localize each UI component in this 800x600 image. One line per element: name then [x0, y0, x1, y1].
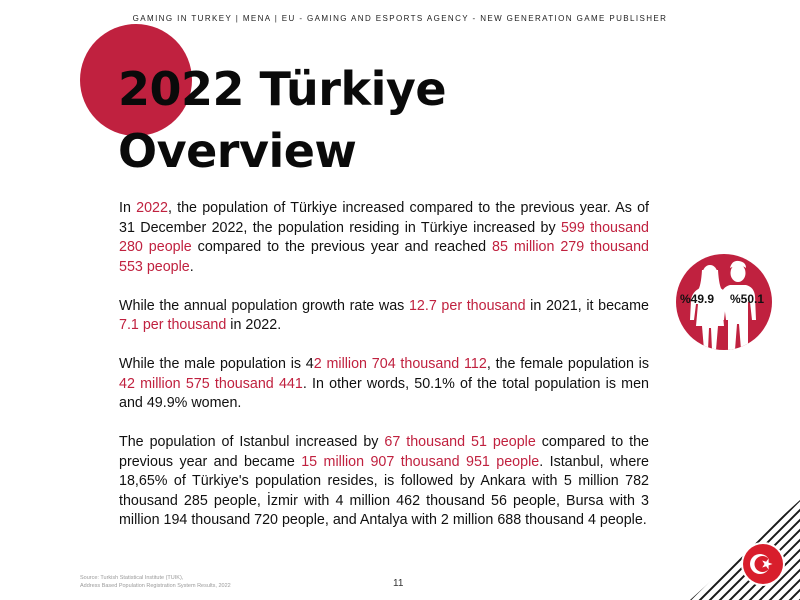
- highlighted-figure: 7.1 per thousand: [119, 317, 227, 333]
- title-line-2: Overview: [118, 124, 357, 178]
- paragraph-population: [119, 199, 649, 277]
- paragraph-text: In: [119, 200, 137, 216]
- paragraph-gender: [119, 355, 649, 414]
- source-note: [80, 575, 300, 590]
- paragraph-text: .: [189, 258, 194, 275]
- page-title: [118, 58, 446, 182]
- paragraph-growth-rate: [119, 297, 649, 336]
- page-number: 11: [393, 578, 404, 589]
- highlighted-figure: 2022: [136, 200, 168, 216]
- title-line-1: 2022 Türkiye: [118, 62, 447, 116]
- paragraph-text: in 2022.: [226, 317, 282, 333]
- female-percentage: %49.9: [680, 292, 715, 306]
- highlighted-figure: 12.7 per thousand: [408, 297, 526, 314]
- highlighted-figure: 599 thousand 280 people: [119, 219, 649, 255]
- paragraph-text: compared to the previous year and reached: [191, 239, 493, 255]
- turkey-flag-icon: [740, 541, 786, 587]
- source-line-1: Source: Turkish Statistical Institute (TUIK),: [80, 575, 184, 581]
- paragraph-text: , the population of Türkiye increased compared to the previous year. As of 31 December 2022, the population residing in Türkiye increased by: [119, 200, 649, 236]
- paragraph-text: The population of Istanbul increased by: [119, 434, 385, 450]
- highlighted-figure: 2 million 704 thousand 112: [313, 356, 487, 372]
- gender-ratio-graphic: [676, 254, 772, 350]
- paragraph-text: While the annual population growth rate was: [119, 297, 409, 314]
- paragraph-text: . In other words, 50.1% of the total population is men and 49.9% women.: [119, 375, 649, 411]
- paragraph-text: . Istanbul, where 18,65% of Türkiye's population resides, is followed by Ankara with 5 million 782 thousand 285 people, İzmir with 4 million 462 thousand 56 people, Bursa with 3 million 194 thousand 720 people, and Antalya with 2 million 688 thousand 4 people.: [119, 453, 649, 528]
- paragraph-istanbul: [119, 433, 649, 531]
- source-line-2: Address Based Population Registration System Results, 2022: [80, 582, 231, 589]
- body-text: [119, 199, 649, 550]
- highlighted-figure: 85 million 279 thousand 553 people: [119, 239, 649, 275]
- paragraph-text: While the male population is 4: [119, 356, 314, 372]
- highlighted-figure: 15 million 907 thousand 951 people: [301, 453, 540, 470]
- highlighted-figure: 67 thousand 51 people: [384, 434, 536, 450]
- header-tagline: GAMING IN TURKEY | MENA | EU - GAMING AND ESPORTS AGENCY - NEW GENERATION GAME PUBLISHER: [132, 14, 668, 23]
- paragraph-text: compared to the previous year and became: [119, 434, 650, 470]
- paragraph-text: in 2021, it became: [525, 297, 649, 314]
- male-percentage: %50.1: [730, 292, 765, 306]
- paragraph-text: , the female population is: [486, 356, 649, 372]
- highlighted-figure: 42 million 575 thousand 441: [119, 375, 303, 392]
